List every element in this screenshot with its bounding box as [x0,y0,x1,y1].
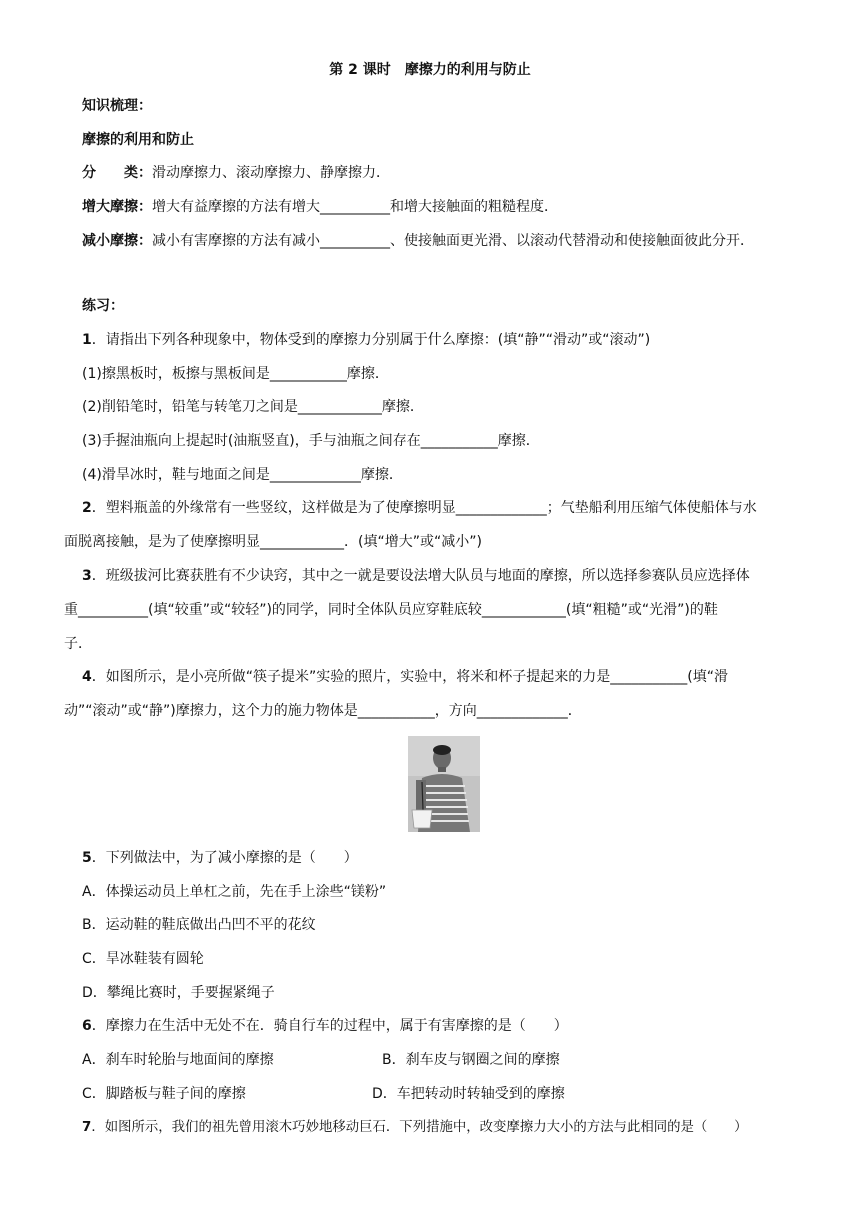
review-heading: 知识梳理： [82,98,152,114]
q1-item-4: (4)滑旱冰时，鞋与地面之间是_____________摩擦． [82,467,403,483]
question-3-line-1 [82,566,750,586]
question-stem: ．如图所示，我们的祖先曾用滚木巧妙地移动巨石．下列措施中，改变摩擦力大小的方法与此相同的是（ ） [91,1120,748,1135]
question-number: 7 [82,1120,92,1135]
decrease-label: 减小摩擦： [82,233,152,249]
decrease-text: 减小有害摩擦的方法有减小__________、使接触面更光滑、以滚动代替滑动和使接触面彼此分开． [152,233,754,249]
question-3-line-3: 子． [64,636,92,652]
classify-text: 滑动摩擦力、滚动摩擦力、静摩擦力． [152,165,390,181]
question-number: 3 [82,568,92,584]
increase-text: 增大有益摩擦的方法有增大__________和增大接触面的粗糙程度． [152,199,558,215]
question-4-line-1 [82,667,728,687]
question-number: 5 [82,850,92,866]
review-subheading: 摩擦的利用和防止 [82,132,194,148]
question-3-line-2: 重__________(填“较重”或“较轻”)的同学，同时全体队员应穿鞋底较____________(填“粗糙”或“光滑”)的鞋 [64,602,718,618]
question-text: ．塑料瓶盖的外缘常有一些竖纹，这样做是为了使摩擦明显_____________；气垫船利用压缩气体使船体与水 [91,500,757,516]
q5-option-d: D．攀绳比赛时，手要握紧绳子 [82,985,275,1001]
page-title: 第 2 课时 摩擦力的利用与防止 [329,62,531,78]
q1-item-3: (3)手握油瓶向上提起时(油瓶竖直)，手与油瓶之间存在___________摩擦． [82,433,540,449]
question-1 [82,330,650,350]
question-4-line-2: 动”“滚动”或“静”)摩擦力，这个力的施力物体是___________，方向_____________． [64,703,582,719]
question-stem: ．摩擦力在生活中无处不在．骑自行车的过程中，属于有害摩擦的是（ ） [91,1018,568,1034]
chopsticks-rice-photo [408,736,480,832]
q6-option-a: A．刹车时轮胎与地面间的摩擦 [82,1052,274,1068]
question-stem: ．下列做法中，为了减小摩擦的是（ ） [91,850,358,866]
question-number: 1 [82,332,92,348]
question-number: 4 [82,669,92,685]
question-text: ．如图所示，是小亮所做“筷子提米”实验的照片，实验中，将米和杯子提起来的力是___________(填“滑 [91,669,728,685]
q5-option-b: B．运动鞋的鞋底做出凸凹不平的花纹 [82,917,316,933]
question-7 [82,1118,747,1138]
classify-line [82,163,390,183]
question-2-line-2: 面脱离接触，是为了使摩擦明显____________．(填“增大”或“减小”) [64,534,482,550]
question-stem: ．请指出下列各种现象中，物体受到的摩擦力分别属于什么摩擦：(填“静”“滑动”或“滚动”) [91,332,651,348]
question-2-line-1 [82,498,757,518]
practice-heading: 练习： [82,298,124,314]
question-5 [82,848,358,868]
q6-option-d: D．车把转动时转轴受到的摩擦 [372,1086,565,1102]
increase-label: 增大摩擦： [82,199,152,215]
question-6 [82,1016,568,1036]
q6-option-b: B．刹车皮与钢圈之间的摩擦 [382,1052,560,1068]
q1-item-2: (2)削铅笔时，铅笔与转笔刀之间是____________摩擦． [82,399,424,415]
q1-item-1: (1)擦黑板时，板擦与黑板间是___________摩擦． [82,366,389,382]
classify-label: 分 类： [82,165,152,181]
question-number: 6 [82,1018,92,1034]
q5-option-c: C．旱冰鞋装有圆轮 [82,951,204,967]
question-number: 2 [82,500,92,516]
question-text: ．班级拔河比赛获胜有不少诀窍，其中之一就是要设法增大队员与地面的摩擦，所以选择参赛队员应选择体 [91,568,750,584]
q6-option-c: C．脚踏板与鞋子间的摩擦 [82,1086,246,1102]
decrease-line [82,231,754,251]
q5-option-a: A．体操运动员上单杠之前，先在手上涂些“镁粉” [82,884,387,900]
increase-line [82,197,558,217]
photo-illustration [408,736,480,832]
